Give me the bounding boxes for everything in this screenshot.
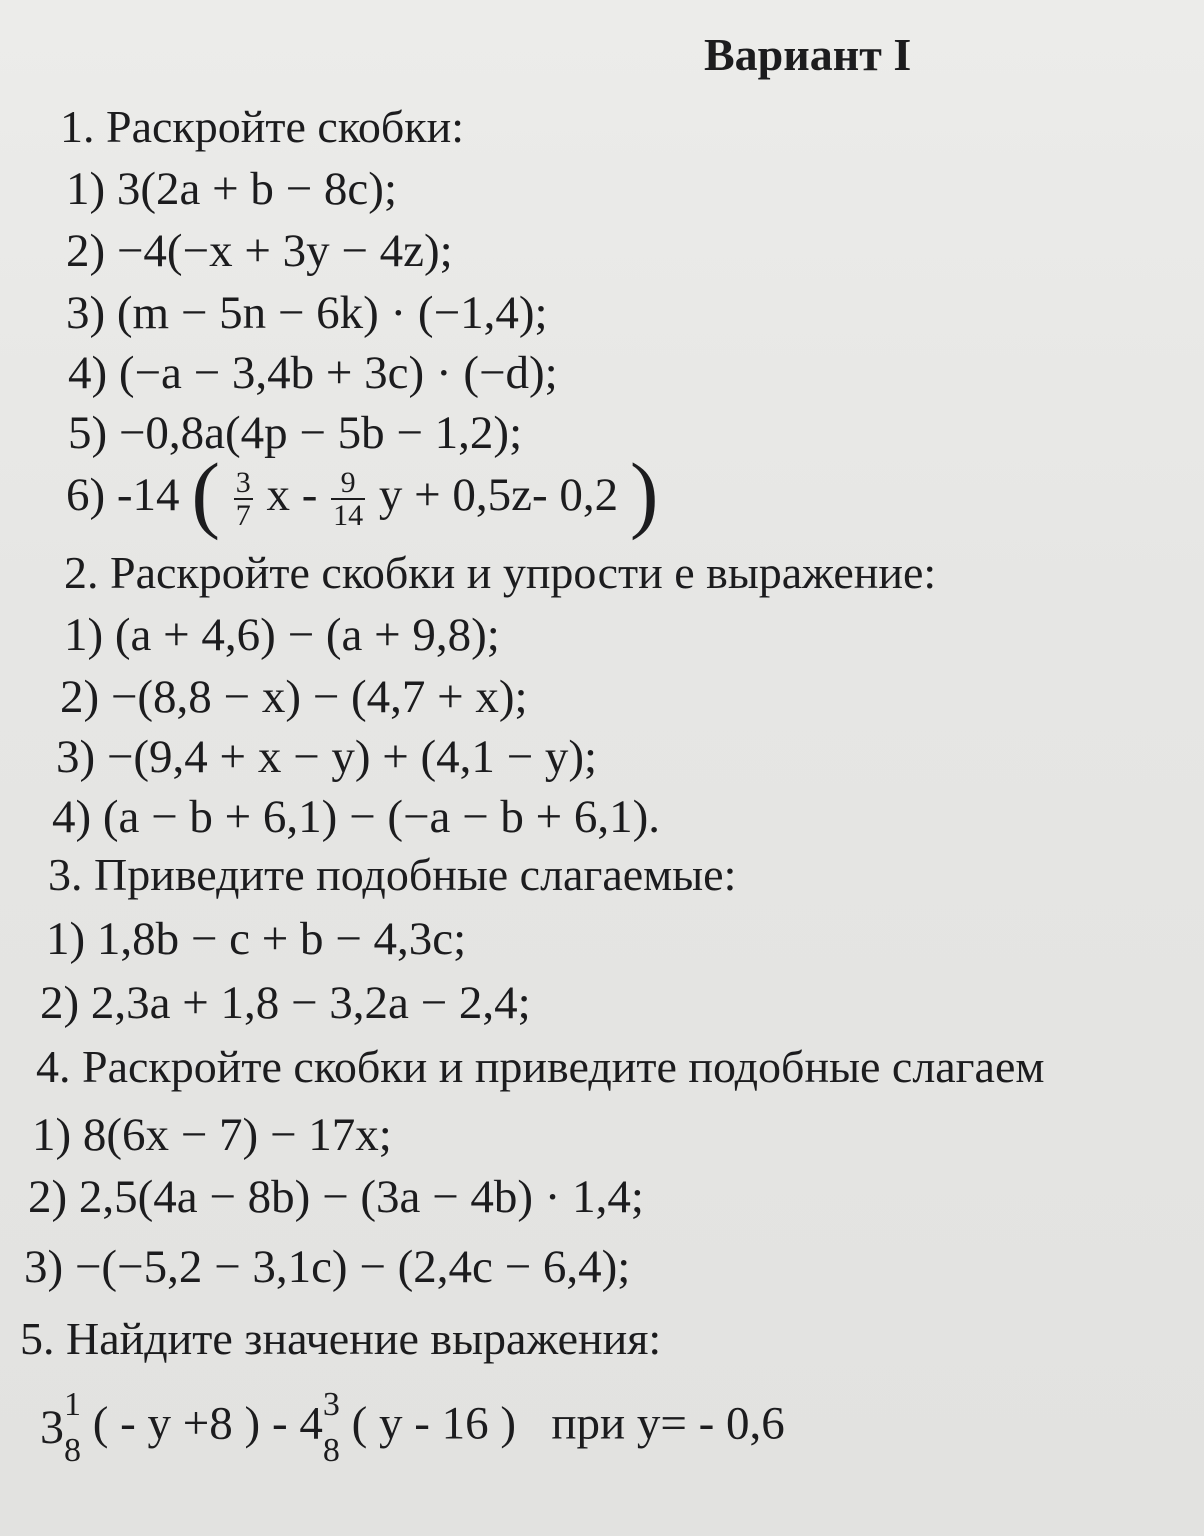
fraction-denominator: 7 <box>235 499 251 532</box>
fraction-9-14 <box>331 467 365 532</box>
task1-item-5: 5) −0,8a(4p − 5b − 1,2); <box>68 407 523 459</box>
task5-middle: ( - y +8 ) - 4 <box>92 1397 323 1450</box>
item6-open-paren: ( <box>191 445 220 541</box>
item6-prefix: 6) -14 <box>66 468 180 521</box>
mixed-number-fraction <box>64 1382 81 1474</box>
task3-item-2: 2) 2,3a + 1,8 − 3,2a − 2,4; <box>40 977 531 1029</box>
task1-item-4: 4) (−a − 3,4b + 3c) · (−d); <box>68 347 558 399</box>
task2-item-1: 1) (a + 4,6) − (a + 9,8); <box>64 609 500 661</box>
fraction-numerator: 3 <box>235 465 251 499</box>
task1-item-1: 1) 3(2a + b − 8c); <box>66 163 397 215</box>
fraction-3-7 <box>234 467 253 532</box>
fraction-denominator: 8 <box>322 1431 340 1469</box>
fraction-numerator: 1 <box>64 1386 81 1423</box>
task4-heading: 4. Раскройте скобки и приведите подобные слагаем <box>36 1041 1045 1092</box>
item6-close-paren: ) <box>629 445 659 541</box>
item6-term-1: x - <box>266 468 318 521</box>
variant-title: Вариант I <box>704 29 912 80</box>
task1-item-6 <box>66 445 659 542</box>
task4-item-3: 3) −(−5,2 − 3,1c) − (2,4c − 6,4); <box>24 1241 631 1293</box>
task2-heading: 2. Раскройте скобки и упрости е выражение: <box>64 547 937 598</box>
task5-expression <box>40 1382 785 1474</box>
task4-item-1: 1) 8(6x − 7) − 17x; <box>32 1109 392 1161</box>
task2-item-2: 2) −(8,8 − x) − (4,7 + x); <box>60 671 528 723</box>
fraction-numerator: 3 <box>322 1386 340 1423</box>
task2-item-4: 4) (a − b + 6,1) − (−a − b + 6,1). <box>52 791 661 843</box>
fraction-denominator: 14 <box>333 499 364 532</box>
task1-heading: 1. Раскройте скобки: <box>60 101 464 152</box>
item6-term-2: y + 0,5z- 0,2 <box>378 468 619 521</box>
task3-item-1: 1) 1,8b − c + b − 4,3c; <box>46 913 467 965</box>
task5-tail: ( y - 16 ) при y= - 0,6 <box>351 1397 785 1450</box>
task3-heading: 3. Приведите подобные слагаемые: <box>48 849 737 900</box>
task4-item-2: 2) 2,5(4a − 8b) − (3a − 4b) · 1,4; <box>28 1171 644 1223</box>
mixed-number-whole: 3 <box>40 1400 64 1454</box>
fraction-denominator: 8 <box>64 1431 81 1469</box>
task1-item-3: 3) (m − 5n − 6k) · (−1,4); <box>66 287 548 339</box>
task2-item-3: 3) −(9,4 + x − y) + (4,1 − y); <box>56 731 598 783</box>
task5-heading: 5. Найдите значение выражения: <box>20 1313 662 1364</box>
task1-item-2: 2) −4(−x + 3y − 4z); <box>66 225 453 277</box>
mixed-number-fraction <box>323 1382 340 1474</box>
fraction-numerator: 9 <box>331 467 365 501</box>
